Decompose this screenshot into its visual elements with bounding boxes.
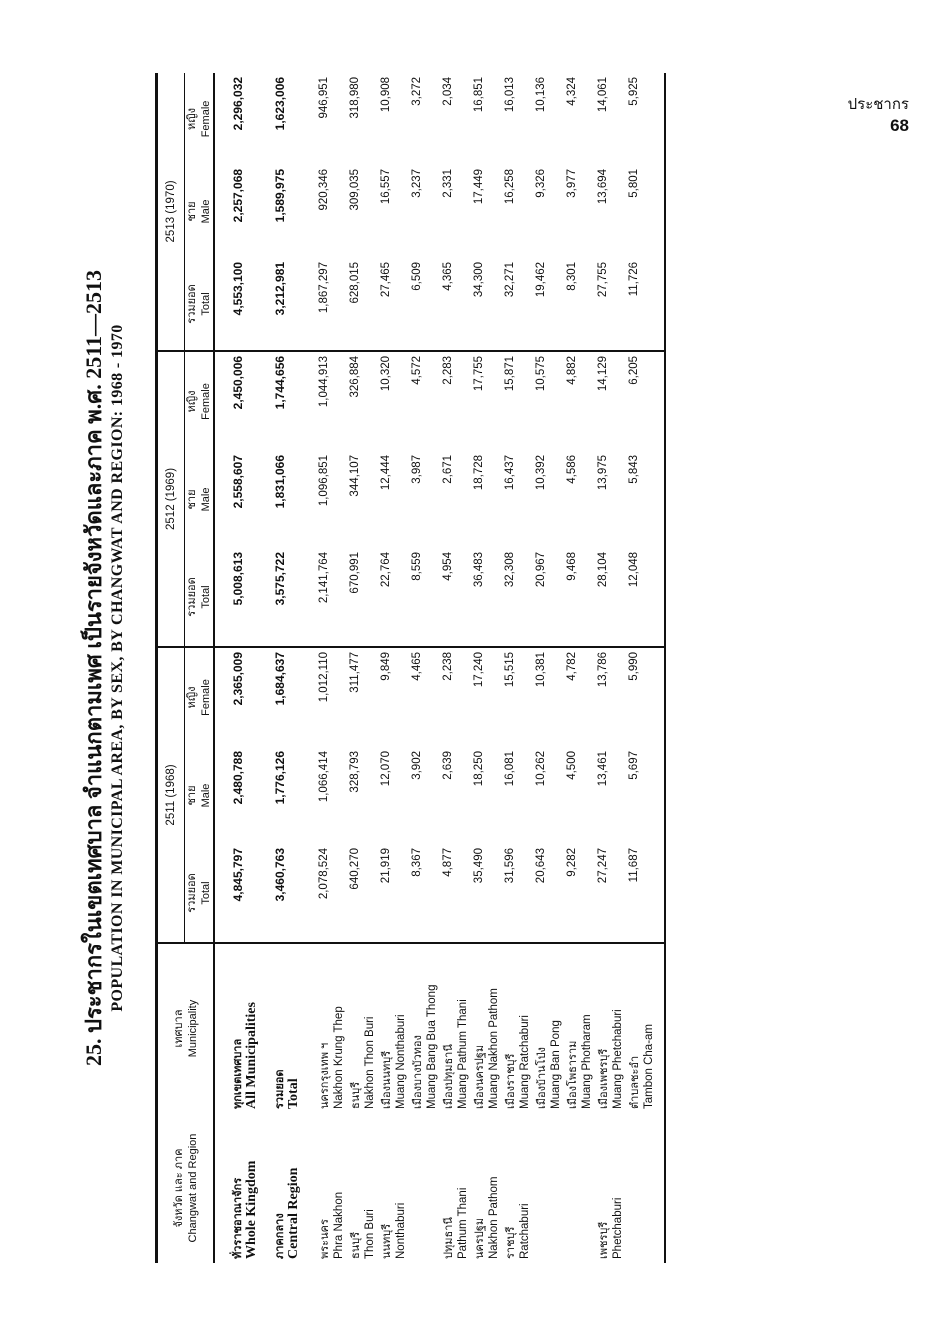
header-region: จังหวัด และ ภาค Changwat and Region — [157, 1113, 215, 1263]
value-cell: 35,490 — [473, 848, 485, 884]
value-cell: 11,687 — [625, 844, 665, 943]
table-row — [439, 73, 470, 1263]
value-cell: 16,851 — [473, 76, 485, 113]
region-cell: ปทุมธานี Pathum Thani — [443, 1187, 469, 1259]
table-row — [501, 73, 532, 1263]
value-cell: 5,801 — [625, 165, 665, 258]
value-cell: 8,367 — [411, 848, 423, 877]
table-row — [532, 73, 563, 1263]
value-cell: 12,070 — [380, 751, 392, 787]
municipality-cell: เมืองบางบัวทอง Muang Bang Bua Thong — [408, 943, 439, 1113]
value-cell: 28,104 — [597, 551, 609, 588]
value-cell: 16,081 — [504, 751, 516, 787]
value-cell: 15,871 — [501, 351, 532, 451]
value-cell: 4,882 — [563, 351, 594, 451]
region-cell — [408, 1113, 439, 1263]
value-cell: 13,975 — [597, 454, 609, 491]
value-cell: 311,477 — [346, 647, 377, 747]
value-cell: 6,509 — [411, 261, 423, 291]
title-english: POPULATION IN MUNICIPAL AREA, BY SEX, BY CHANGWAT AND REGION: 1968 - 1970 — [109, 324, 126, 1012]
municipality-cell: เมืองเพชรบุรี Muang Phetchaburi — [594, 943, 625, 1113]
value-cell: 10,392 — [535, 454, 547, 491]
value-cell: 1,867,297 — [318, 261, 330, 314]
value-cell: 2,671 — [442, 454, 454, 484]
value-cell: 4,465 — [408, 647, 439, 747]
value-cell: 2,639 — [442, 751, 454, 780]
value-cell: 2,078,524 — [318, 848, 330, 900]
value-cell: 3,237 — [411, 168, 423, 198]
header-male: ชาย Male — [185, 165, 215, 258]
value-cell: 13,461 — [597, 751, 609, 787]
value-cell: 10,575 — [532, 351, 563, 451]
municipality-cell: ทุกเขตเทศบาล All Municipalities — [214, 943, 259, 1113]
value-cell: 16,013 — [504, 76, 516, 113]
value-cell: 3,272 — [411, 76, 423, 106]
value-cell: 10,381 — [532, 647, 563, 747]
value-cell: 1,684,637 — [259, 647, 315, 747]
value-cell: 4,572 — [408, 351, 439, 451]
value-cell: 2,365,009 — [214, 647, 259, 747]
value-cell: 18,728 — [473, 454, 485, 491]
value-cell: 13,786 — [594, 647, 625, 747]
header-year-1969: 2512 (1969) — [157, 351, 185, 647]
value-cell: 27,465 — [380, 261, 392, 298]
value-cell: 22,764 — [380, 551, 392, 588]
municipality-cell: ธนบุรี Nakhon Thon Buri — [346, 943, 377, 1113]
region-cell: เพชรบุรี Phetchaburi — [598, 1197, 624, 1259]
value-cell: 1,623,006 — [273, 76, 287, 131]
table-row — [470, 73, 501, 1263]
value-cell: 4,877 — [442, 848, 454, 877]
municipality-cell: รวมยอด Total — [259, 943, 315, 1113]
municipality-cell: เมืองนครปฐม Muang Nakhon Pathom — [470, 943, 501, 1113]
value-cell: 2,480,788 — [231, 751, 245, 805]
header-female: หญิง Female — [185, 73, 215, 165]
region-cell: นนทบุรี Nonthaburi — [381, 1202, 407, 1259]
value-cell: 34,300 — [473, 261, 485, 298]
value-cell: 4,365 — [442, 261, 454, 291]
table-body — [214, 73, 665, 1263]
region-cell: ราชบุรี Ratchaburi — [505, 1203, 531, 1259]
value-cell: 4,553,100 — [231, 261, 245, 316]
municipality-cell: เมืองโพธาราม Muang Photharam — [563, 943, 594, 1113]
title-thai: 25. ประชากรในเขตเทศบาล จำแนกตามเพศ เป็นรายจังหวัดและภาค พ.ศ. 2511—2513 — [81, 270, 106, 1067]
table-row — [214, 73, 259, 1263]
region-cell — [563, 1113, 594, 1263]
value-cell: 1,831,066 — [273, 454, 287, 509]
value-cell: 344,107 — [349, 454, 361, 497]
value-cell: 4,954 — [442, 551, 454, 581]
value-cell: 2,296,032 — [231, 76, 245, 131]
value-cell: 946,951 — [318, 76, 330, 119]
municipality-cell: นครกรุงเทพ ฯ Nakhon Krung Thep — [315, 943, 346, 1113]
region-cell — [532, 1113, 563, 1263]
header-female: หญิง Female — [185, 351, 215, 451]
value-cell: 1,744,656 — [259, 351, 315, 451]
value-cell: 1,096,851 — [318, 454, 330, 507]
value-cell: 14,129 — [594, 351, 625, 451]
value-cell: 3,987 — [411, 454, 423, 484]
region-cell: นครปฐม Nakhon Pathom — [474, 1176, 500, 1259]
value-cell: 3,902 — [411, 751, 423, 780]
rotated-table-block — [80, 73, 865, 1263]
header-female: หญิง Female — [185, 647, 215, 747]
value-cell: 14,061 — [597, 76, 609, 113]
region-cell — [625, 1113, 665, 1263]
value-cell: 4,500 — [566, 751, 578, 780]
region-cell: ธนบุรี Thon Buri — [350, 1209, 376, 1259]
value-cell: 5,008,613 — [231, 551, 245, 606]
municipality-cell: เมืองบ้านโป่ง Muang Ban Pong — [532, 943, 563, 1113]
municipality-cell: เมืองปทุมธานี Muang Pathum Thani — [439, 943, 470, 1113]
table-row — [315, 73, 346, 1263]
value-cell: 2,034 — [442, 76, 454, 106]
value-cell: 5,925 — [625, 73, 665, 165]
region-cell: ทั่วราชอาณาจักร Whole Kingdom — [232, 1160, 259, 1259]
value-cell: 318,980 — [349, 76, 361, 119]
population-table — [155, 73, 666, 1263]
value-cell: 21,919 — [380, 848, 392, 884]
value-cell: 13,694 — [597, 168, 609, 205]
value-cell: 1,044,913 — [315, 351, 346, 451]
value-cell: 9,468 — [566, 551, 578, 581]
value-cell: 3,212,981 — [273, 261, 287, 316]
table-row — [594, 73, 625, 1263]
value-cell: 19,462 — [535, 261, 547, 298]
value-cell: 3,977 — [566, 168, 578, 198]
value-cell: 326,884 — [346, 351, 377, 451]
value-cell: 1,066,414 — [318, 751, 330, 803]
value-cell: 4,782 — [563, 647, 594, 747]
value-cell: 9,849 — [377, 647, 408, 747]
value-cell: 20,643 — [535, 848, 547, 884]
value-cell: 2,283 — [439, 351, 470, 451]
value-cell: 36,483 — [473, 551, 485, 588]
table-row — [563, 73, 594, 1263]
value-cell: 17,755 — [470, 351, 501, 451]
value-cell: 4,586 — [566, 454, 578, 484]
value-cell: 16,437 — [504, 454, 516, 491]
value-cell: 10,320 — [377, 351, 408, 451]
value-cell: 27,247 — [597, 848, 609, 884]
value-cell: 18,250 — [473, 751, 485, 787]
value-cell: 32,308 — [504, 551, 516, 588]
value-cell: 8,301 — [566, 261, 578, 291]
value-cell: 5,843 — [625, 451, 665, 548]
table-row — [259, 73, 315, 1263]
region-cell: ภาคกลาง Central Region — [274, 1167, 301, 1259]
value-cell: 640,270 — [349, 848, 361, 890]
value-cell: 16,557 — [380, 168, 392, 205]
header-total: รวมยอด Total — [185, 548, 215, 647]
header-year-1968: 2511 (1968) — [157, 647, 185, 943]
value-cell: 5,990 — [625, 647, 665, 747]
value-cell: 670,991 — [349, 551, 361, 594]
value-cell: 1,776,126 — [273, 751, 287, 805]
table-row — [408, 73, 439, 1263]
value-cell: 9,326 — [535, 168, 547, 198]
value-cell: 17,240 — [470, 647, 501, 747]
value-cell: 10,136 — [535, 76, 547, 113]
value-cell: 5,697 — [625, 747, 665, 844]
value-cell: 309,035 — [349, 168, 361, 211]
value-cell: 11,726 — [625, 258, 665, 351]
municipality-cell: ตำบลชะอำ Tambon Cha-am — [625, 943, 665, 1113]
value-cell: 17,449 — [473, 168, 485, 205]
value-cell: 2,238 — [439, 647, 470, 747]
value-cell: 10,908 — [380, 76, 392, 113]
value-cell: 4,324 — [566, 76, 578, 106]
header-total: รวมยอด Total — [185, 258, 215, 351]
value-cell: 15,515 — [501, 647, 532, 747]
section-name: ประชากร — [847, 96, 909, 113]
municipality-cell: เมืองนนทบุรี Muang Nonthaburi — [377, 943, 408, 1113]
value-cell: 32,271 — [504, 261, 516, 298]
value-cell: 3,460,763 — [273, 848, 287, 902]
value-cell: 3,575,722 — [273, 551, 287, 606]
value-cell: 6,205 — [625, 351, 665, 451]
header-male: ชาย Male — [185, 451, 215, 548]
table-row — [346, 73, 377, 1263]
value-cell: 9,282 — [566, 848, 578, 877]
table-row — [625, 73, 665, 1263]
value-cell: 1,589,975 — [273, 168, 287, 223]
value-cell: 2,257,068 — [231, 168, 245, 223]
header-total: รวมยอด Total — [185, 844, 215, 943]
header-year-1970: 2513 (1970) — [157, 73, 185, 351]
header-male: ชาย Male — [185, 747, 215, 844]
value-cell: 328,793 — [349, 751, 361, 793]
value-cell: 628,015 — [349, 261, 361, 304]
table-row — [377, 73, 408, 1263]
municipality-cell: เมืองราชบุรี Muang Ratchaburi — [501, 943, 532, 1113]
value-cell: 10,262 — [535, 751, 547, 787]
value-cell: 2,450,006 — [214, 351, 259, 451]
value-cell: 12,048 — [625, 548, 665, 647]
region-cell: พระนคร Phra Nakhon — [319, 1191, 345, 1259]
value-cell: 8,559 — [411, 551, 423, 581]
page-number: 68 — [890, 116, 909, 135]
header-municipality: เทศบาล Municipality — [157, 943, 215, 1113]
value-cell: 16,258 — [504, 168, 516, 205]
value-cell: 2,558,607 — [231, 454, 245, 509]
value-cell: 1,012,110 — [315, 647, 346, 747]
value-cell: 2,141,764 — [318, 551, 330, 604]
value-cell: 27,755 — [597, 261, 609, 298]
value-cell: 20,967 — [535, 551, 547, 588]
value-cell: 31,596 — [504, 848, 516, 884]
value-cell: 920,346 — [318, 168, 330, 211]
value-cell: 2,331 — [442, 168, 454, 198]
value-cell: 12,444 — [380, 454, 392, 491]
table-titles — [80, 73, 128, 1263]
value-cell: 4,845,797 — [231, 848, 245, 902]
